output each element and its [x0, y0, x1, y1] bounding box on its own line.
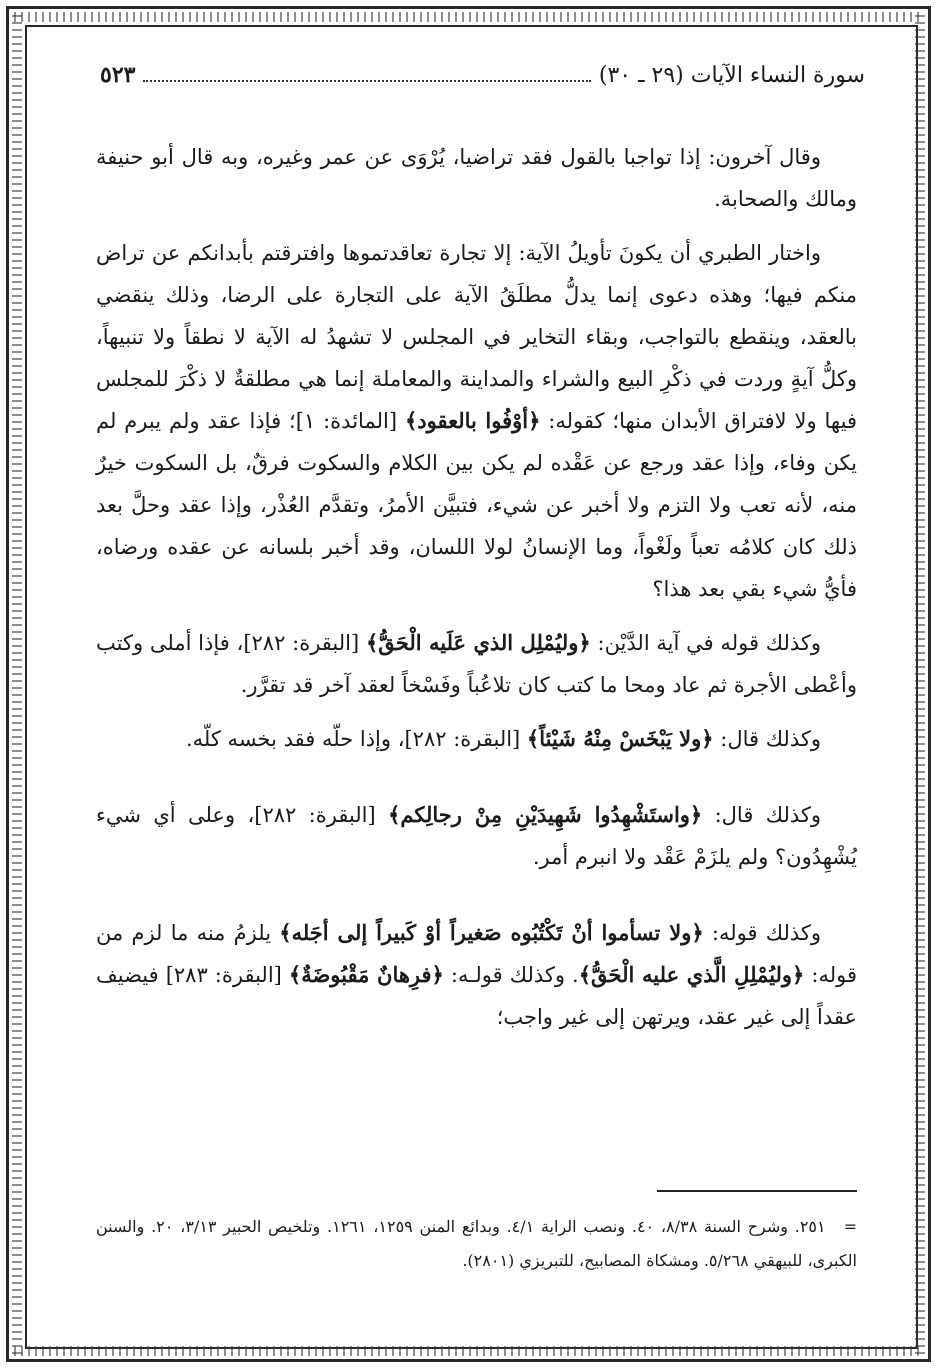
- quran-verse: ﴿ولا يَبْخَسْ مِنْهُ شَيْئاً﴾: [526, 726, 714, 751]
- quran-verse: ﴿وليُمْلِلِ الَّذي عليه الْحَقُّ﴾: [578, 962, 805, 987]
- paragraph: [96, 718, 857, 760]
- paragraph-text: [المائدة: ١]؛ فإذا عقد ولم يبرم لم يكن وفاء، وإذا عقد ورجع عن عَقْده لم يكن بين الكلام والسكوت فرقٌ، بل السكوت خيرٌ منه، لأنه تعب ولا التزم ولا أخبر عن شيء، فتبيَّن الأمرُ، وتقدَّم العُذْر، وإذا عقد وحلَّ بعد ذلك كان كلامُه تعباً ولَغْواً، وما الإنسانُ لولا اللسان، وقد أخبر بلسانه عن عقده ورضاه، فأيُّ شيء بقي بعد هذا؟: [96, 409, 857, 601]
- quran-verse: ﴿فرِهانٌ مَقْبُوضَةٌ﴾: [288, 962, 444, 987]
- paragraph-text: واختار الطبري أن يكونَ تأويلُ الآية: إلا تجارة تعاقدتموها وافترقتم بأبدانكم عن تراض منكم فيها؛ وهذه دعوى إنما يدلُّ مطلَقُ الآية على التجارة على الرضا، وذلك ينقضي بالعقد، وينقطع بالتواجب، وبقاء التخاير في المجلس لا تشهدُ له الآية لا نطقاً ولا تنبيهاً، وكلُّ آيةٍ وردت في ذكْرِ البيع والشراء والمداينة والمعاملة إنما هي مطلقةٌ لا ذكْرَ للمجلس فيها ولا لافتراق الأبدان منها؛ كقوله:: [96, 241, 857, 433]
- footnote-text: ٢٥١. وشرح السنة ٨/٣٨، ٤٠. ونصب الراية ٤/١. وبدائع المنن ١٢٥٩، ١٢٦١. وتلخيص الحبير ٣/١٣، ٢٠. والسنن الكبرى، للبيهقي ٥/٢٦٨. ومشكاة المصابيح، للتبريزي (٢٨٠١).: [96, 1217, 857, 1270]
- paragraph: [96, 136, 857, 220]
- paragraph-text: وقال آخرون: إذا تواجبا بالقول فقد تراضيا، يُرْوَى عن عمر وغيره، وبه قال أبو حنيفة ومالك والصحابة.: [96, 145, 857, 211]
- paragraph-text: وكذلك قال:: [702, 803, 821, 827]
- paragraph-text: وكذلك قال:: [713, 727, 821, 751]
- paragraph-text: [البقرة: ٢٨٢]، فإذا أملى وكتب وأعْطى الأجرة ثم عاد ومحا ما كتب كان تلاعُباً وفَسْخاً لعقد آخر قد تقرَّر.: [96, 631, 857, 697]
- running-header: [100, 62, 865, 94]
- paragraph: [96, 794, 857, 878]
- footnote-separator: [657, 1190, 857, 1192]
- quran-verse: ﴿أوْفُوا بالعقود﴾: [404, 408, 541, 433]
- paragraph: [96, 912, 857, 1038]
- header-leader-dots: [143, 80, 590, 82]
- paragraph-text: وكذلك قوله:: [703, 921, 822, 945]
- paragraph-text: [البقرة: ٢٨٢]، وعلى أي شيء يُشْهِدُون؟ ولم يلزَمْ عَقْد ولا انبرم أمر.: [96, 803, 857, 869]
- body-text: [96, 136, 857, 1050]
- paragraph-text: [البقرة: ٢٨٣] فيضيف عقداً إلى غير عقد، ويرتهن إلى غير واجب؛: [96, 963, 857, 1029]
- paragraph-text: [البقرة: ٢٨٢]، وإذا حلّه فقد بخسه كلّه.: [186, 727, 527, 751]
- paragraph: [96, 622, 857, 706]
- paragraph: [96, 232, 857, 610]
- paragraph-text: يلزمُ منه ما لزم من قوله:: [96, 921, 858, 987]
- paragraph-text: . وكذلك قولـه:: [443, 963, 579, 987]
- quran-verse: ﴿واستَشْهِدُوا شَهِيدَيْنِ مِنْ رجالِكم﴾: [388, 802, 703, 827]
- quran-verse: ﴿ولا تسأموا أنْ تَكْتُبُوه صَغيراً أوْ كَبيراً إلى أجَله﴾: [279, 920, 704, 945]
- paragraph-text: وكذلك قوله في آية الدَّيْن:: [590, 631, 821, 655]
- footnote: [96, 1210, 857, 1278]
- page-number: ٥٢٣: [100, 62, 136, 88]
- running-header-title: سورة النساء الآيات (٢٩ ـ ٣٠): [598, 63, 865, 88]
- quran-verse: ﴿وليُمْلِل الذي عَلَيه الْحَقُّ﴾: [365, 630, 591, 655]
- footnote-continuation-marker: =: [843, 1217, 857, 1236]
